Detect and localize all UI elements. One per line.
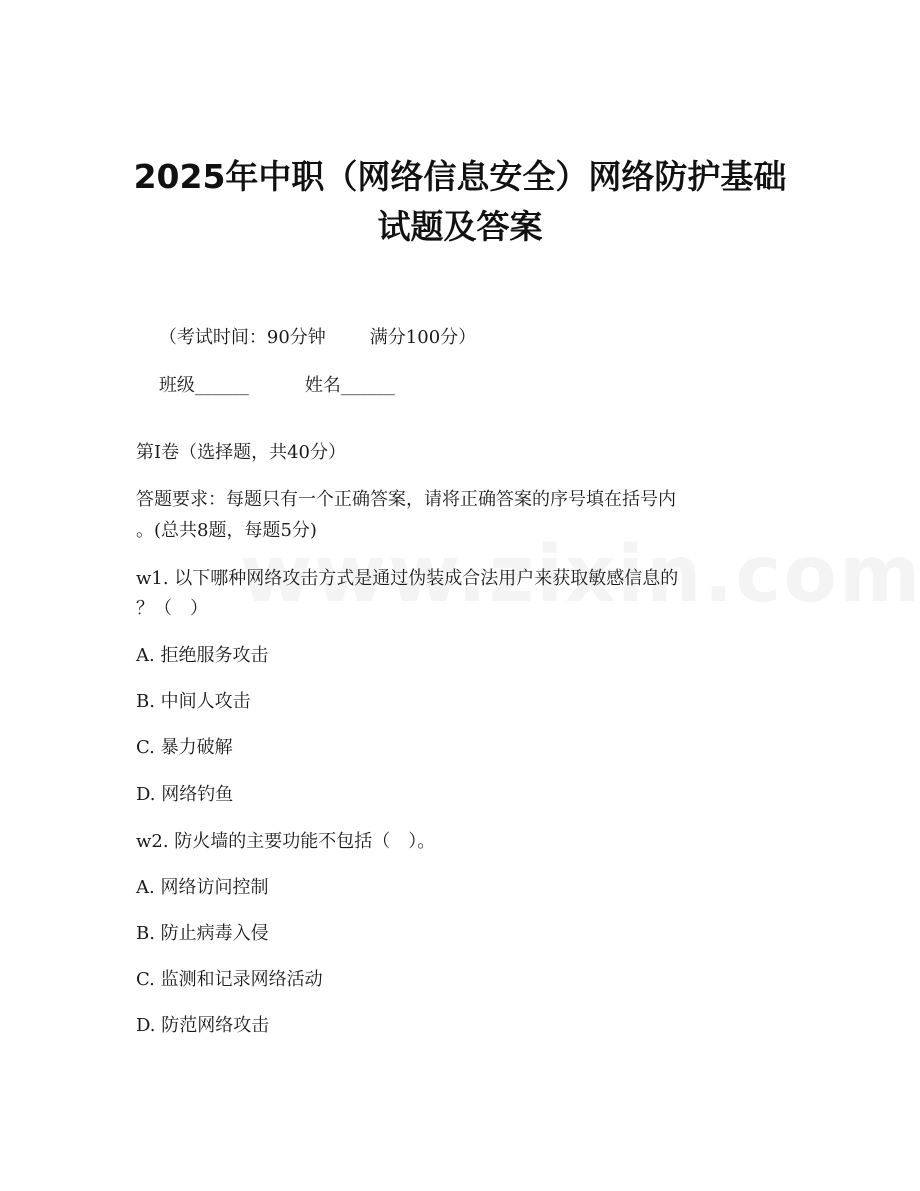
name-field: 姓名______ xyxy=(304,375,395,396)
instructions-line1: 答题要求：每题只有一个正确答案，请将正确答案的序号填在括号内 xyxy=(136,489,676,510)
question-2-stem-line1: w2. 防火墙的主要功能不包括（ ）。 xyxy=(136,831,436,852)
question-2-option-b: B. 防止病毒入侵 xyxy=(136,923,269,944)
document-title-line1: 2025年中职（网络信息安全）网络防护基础 xyxy=(133,157,787,196)
question-1-option-a: A. 拒绝服务攻击 xyxy=(136,645,269,666)
class-field: 班级______ xyxy=(158,375,249,396)
question-2-option-a: A. 网络访问控制 xyxy=(136,877,269,898)
question-1-option-d: D. 网络钓鱼 xyxy=(136,784,234,805)
question-1-option-c: C. 暴力破解 xyxy=(136,737,233,758)
exam-time: （考试时间：90分钟 xyxy=(158,327,326,348)
student-info xyxy=(136,350,395,422)
question-1-stem-line2: ？（ ） xyxy=(136,598,208,619)
question-1-stem-line1: w1. 以下哪种网络攻击方式是通过伪装成合法用户来获取敏感信息的 xyxy=(136,568,679,589)
question-2-option-c: C. 监测和记录网络活动 xyxy=(136,969,323,990)
question-2-option-d: D. 防范网络攻击 xyxy=(136,1015,270,1036)
question-1-option-b: B. 中间人攻击 xyxy=(136,691,251,712)
section-heading: 第I卷（选择题，共40分） xyxy=(136,442,347,463)
instructions-line2: 。(总共8题，每题5分) xyxy=(136,520,317,541)
exam-score: 满分100分） xyxy=(369,327,477,348)
document-title-line2: 试题及答案 xyxy=(377,207,543,246)
